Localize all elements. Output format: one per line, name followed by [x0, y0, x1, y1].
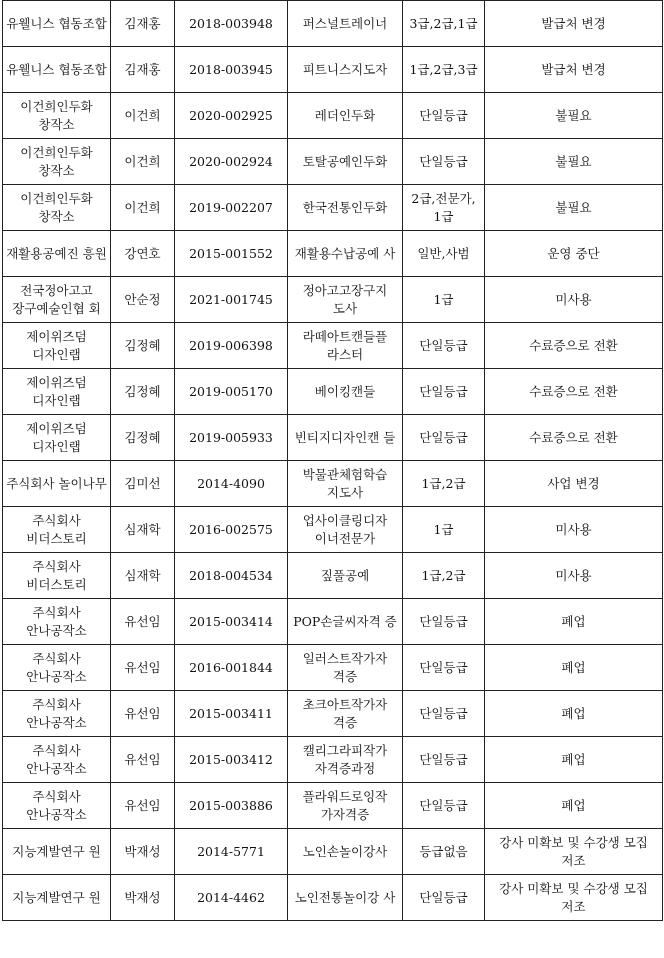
organization-cell: 주식회사 안나공작소: [3, 783, 111, 829]
grade-cell: 단일등급: [403, 645, 485, 691]
status-cell: 미사용: [485, 277, 663, 323]
table-row: [3, 139, 663, 185]
registration-number-cell: 2019-002207: [175, 185, 288, 231]
registration-number-cell: 2018-004534: [175, 553, 288, 599]
registration-number-cell: 2014-4462: [175, 875, 288, 921]
registration-number-cell: 2016-001844: [175, 645, 288, 691]
table-row: [3, 829, 663, 875]
status-cell: 불필요: [485, 93, 663, 139]
grade-cell: 단일등급: [403, 139, 485, 185]
table-row: [3, 783, 663, 829]
certificate-name-cell: 피트니스지도자: [288, 47, 403, 93]
registration-number-cell: 2020-002924: [175, 139, 288, 185]
registry-table: [2, 0, 663, 921]
table-row: [3, 93, 663, 139]
status-cell: 폐업: [485, 783, 663, 829]
representative-cell: 안순정: [111, 277, 175, 323]
certificate-name-cell: 노인전통놀이강 사: [288, 875, 403, 921]
representative-cell: 김정혜: [111, 415, 175, 461]
grade-cell: 단일등급: [403, 369, 485, 415]
representative-cell: 김미선: [111, 461, 175, 507]
certificate-name-cell: 일러스트작가자 격증: [288, 645, 403, 691]
certificate-name-cell: 캘리그라피작가 자격증과정: [288, 737, 403, 783]
status-cell: 사업 변경: [485, 461, 663, 507]
representative-cell: 이건희: [111, 139, 175, 185]
grade-cell: 2급,전문가, 1급: [403, 185, 485, 231]
representative-cell: 이건희: [111, 185, 175, 231]
certificate-name-cell: 한국전통인두화: [288, 185, 403, 231]
status-cell: 불필요: [485, 139, 663, 185]
grade-cell: 1급: [403, 507, 485, 553]
grade-cell: 단일등급: [403, 783, 485, 829]
status-cell: 수료증으로 전환: [485, 369, 663, 415]
representative-cell: 유선임: [111, 737, 175, 783]
grade-cell: 1급,2급: [403, 553, 485, 599]
table-row: [3, 507, 663, 553]
organization-cell: 이건희인두화 창작소: [3, 139, 111, 185]
table-row: [3, 645, 663, 691]
organization-cell: 이건희인두화 창작소: [3, 185, 111, 231]
organization-cell: 주식회사 안나공작소: [3, 737, 111, 783]
organization-cell: 지능계발연구 원: [3, 829, 111, 875]
certificate-name-cell: 플라워드로잉작 가자격증: [288, 783, 403, 829]
registration-number-cell: 2014-4090: [175, 461, 288, 507]
status-cell: 폐업: [485, 599, 663, 645]
table-row: [3, 691, 663, 737]
grade-cell: 단일등급: [403, 691, 485, 737]
table-row: [3, 415, 663, 461]
representative-cell: 김정혜: [111, 369, 175, 415]
representative-cell: 강연호: [111, 231, 175, 277]
grade-cell: 단일등급: [403, 599, 485, 645]
registration-number-cell: 2018-003948: [175, 1, 288, 47]
certificate-name-cell: 토탈공예인두화: [288, 139, 403, 185]
table-row: [3, 323, 663, 369]
organization-cell: 지능계발연구 원: [3, 875, 111, 921]
organization-cell: 주식회사 놀이나무: [3, 461, 111, 507]
certificate-name-cell: POP손글씨자격 증: [288, 599, 403, 645]
certificate-name-cell: 짚풀공예: [288, 553, 403, 599]
table-row: [3, 737, 663, 783]
table-row: [3, 369, 663, 415]
registry-table-body: [3, 1, 663, 921]
registration-number-cell: 2015-001552: [175, 231, 288, 277]
representative-cell: 유선임: [111, 691, 175, 737]
representative-cell: 유선임: [111, 783, 175, 829]
registration-number-cell: 2018-003945: [175, 47, 288, 93]
grade-cell: 일반,사범: [403, 231, 485, 277]
representative-cell: 박재성: [111, 829, 175, 875]
representative-cell: 심재학: [111, 553, 175, 599]
table-row: [3, 553, 663, 599]
status-cell: 수료증으로 전환: [485, 415, 663, 461]
certificate-name-cell: 빈티지디자인캔 들: [288, 415, 403, 461]
status-cell: 수료증으로 전환: [485, 323, 663, 369]
certificate-name-cell: 정아고고장구지 도사: [288, 277, 403, 323]
registration-number-cell: 2020-002925: [175, 93, 288, 139]
certificate-name-cell: 베이킹캔들: [288, 369, 403, 415]
table-row: [3, 1, 663, 47]
certificate-name-cell: 박물관체험학습 지도사: [288, 461, 403, 507]
status-cell: 폐업: [485, 691, 663, 737]
registration-number-cell: 2021-001745: [175, 277, 288, 323]
status-cell: 강사 미확보 및 수강생 모집 저조: [485, 875, 663, 921]
registration-number-cell: 2015-003412: [175, 737, 288, 783]
grade-cell: 단일등급: [403, 737, 485, 783]
representative-cell: 심재학: [111, 507, 175, 553]
registration-number-cell: 2019-005933: [175, 415, 288, 461]
registration-number-cell: 2015-003411: [175, 691, 288, 737]
organization-cell: 재활용공예진 흥원: [3, 231, 111, 277]
organization-cell: 주식회사 안나공작소: [3, 599, 111, 645]
certificate-name-cell: 라떼아트캔들플 라스터: [288, 323, 403, 369]
certificate-name-cell: 노인손놀이강사: [288, 829, 403, 875]
organization-cell: 이건희인두화 창작소: [3, 93, 111, 139]
grade-cell: 1급,2급,3급: [403, 47, 485, 93]
table-row: [3, 461, 663, 507]
representative-cell: 김재홍: [111, 1, 175, 47]
registration-number-cell: 2019-006398: [175, 323, 288, 369]
certificate-name-cell: 재활용수납공예 사: [288, 231, 403, 277]
status-cell: 미사용: [485, 507, 663, 553]
status-cell: 강사 미확보 및 수강생 모집 저조: [485, 829, 663, 875]
grade-cell: 단일등급: [403, 93, 485, 139]
table-row: [3, 599, 663, 645]
certificate-name-cell: 레더인두화: [288, 93, 403, 139]
organization-cell: 유웰니스 협동조합: [3, 47, 111, 93]
organization-cell: 유웰니스 협동조합: [3, 1, 111, 47]
organization-cell: 제이위즈덤 디자인랩: [3, 369, 111, 415]
representative-cell: 이건희: [111, 93, 175, 139]
grade-cell: 등급없음: [403, 829, 485, 875]
representative-cell: 김재홍: [111, 47, 175, 93]
grade-cell: 3급,2급,1급: [403, 1, 485, 47]
organization-cell: 주식회사 안나공작소: [3, 645, 111, 691]
grade-cell: 단일등급: [403, 323, 485, 369]
grade-cell: 단일등급: [403, 875, 485, 921]
status-cell: 발급처 변경: [485, 1, 663, 47]
representative-cell: 박재성: [111, 875, 175, 921]
registration-number-cell: 2019-005170: [175, 369, 288, 415]
organization-cell: 주식회사 안나공작소: [3, 691, 111, 737]
table-row: [3, 47, 663, 93]
grade-cell: 1급: [403, 277, 485, 323]
status-cell: 운영 중단: [485, 231, 663, 277]
registration-number-cell: 2015-003414: [175, 599, 288, 645]
representative-cell: 유선임: [111, 645, 175, 691]
organization-cell: 제이위즈덤 디자인랩: [3, 415, 111, 461]
certificate-name-cell: 업사이클링디자 이너전문가: [288, 507, 403, 553]
registration-number-cell: 2014-5771: [175, 829, 288, 875]
organization-cell: 주식회사 비더스토리: [3, 553, 111, 599]
status-cell: 폐업: [485, 737, 663, 783]
grade-cell: 1급,2급: [403, 461, 485, 507]
status-cell: 폐업: [485, 645, 663, 691]
status-cell: 미사용: [485, 553, 663, 599]
status-cell: 발급처 변경: [485, 47, 663, 93]
certificate-name-cell: 퍼스널트레이너: [288, 1, 403, 47]
certificate-name-cell: 초크아트작가자 격증: [288, 691, 403, 737]
representative-cell: 김정혜: [111, 323, 175, 369]
registration-number-cell: 2015-003886: [175, 783, 288, 829]
organization-cell: 전국정아고고 장구예술인협 회: [3, 277, 111, 323]
representative-cell: 유선임: [111, 599, 175, 645]
status-cell: 불필요: [485, 185, 663, 231]
table-row: [3, 185, 663, 231]
registration-number-cell: 2016-002575: [175, 507, 288, 553]
table-row: [3, 277, 663, 323]
grade-cell: 단일등급: [403, 415, 485, 461]
table-row: [3, 231, 663, 277]
organization-cell: 제이위즈덤 디자인랩: [3, 323, 111, 369]
table-row: [3, 875, 663, 921]
organization-cell: 주식회사 비더스토리: [3, 507, 111, 553]
